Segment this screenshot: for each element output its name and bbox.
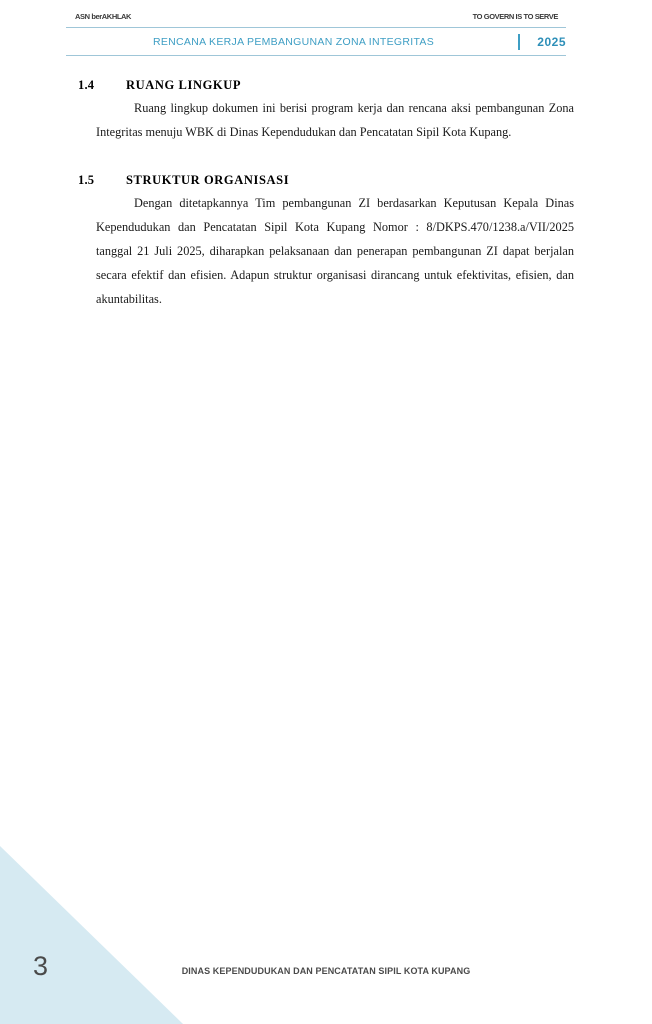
section-number: 1.5: [78, 172, 95, 187]
header-year: 2025: [537, 35, 566, 49]
section-title: RUANG LINGKUP: [126, 78, 242, 92]
page-number: 3: [33, 951, 49, 981]
section-struktur-organisasi: [78, 173, 574, 312]
header-tagline-row: [66, 12, 566, 21]
page-header: [66, 12, 566, 56]
section-heading: [78, 173, 574, 188]
section-number: 1.4: [78, 78, 95, 92]
footer-corner-decoration: [0, 846, 183, 1024]
section-title: STRUKTUR ORGANISASI: [126, 172, 290, 187]
header-bottom-rule: [66, 55, 566, 56]
header-left-tag: ASN berAKHLAK: [75, 12, 132, 21]
header-title-row: [66, 28, 566, 50]
header-divider: [518, 34, 520, 50]
footer-institution-name: DINAS KEPENDUDUKAN DAN PENCATATAN SIPIL KOTA KUPANG: [181, 966, 471, 976]
section-heading: [78, 78, 574, 93]
section-gap: [78, 151, 574, 173]
section-paragraph: Ruang lingkup dokumen ini berisi program kerja dan rencana aksi pembangunan Zona Integritas menuju WBK di Dinas Kependudukan dan Pencatatan Sipil Kota Kupang.: [96, 101, 574, 139]
document-body: [78, 78, 574, 318]
header-right-tag: TO GOVERN IS TO SERVE: [472, 12, 558, 21]
section-ruang-lingkup: [78, 78, 574, 145]
section-paragraph: Dengan ditetapkannya Tim pembangunan ZI berdasarkan Keputusan Kepala Dinas Kependudukan dan Pencatatan Sipil Kota Kupang Nomor : 8/DKPS.470/1238.a/VII/2025 tanggal 21 Juli 2025, diharapkan pelaksanaan dan penerapan pembangunan ZI dapat berjalan secara efektif dan efisien. Adapun struktur organisasi dirancang untuk efektivitas, efisien, dan akuntabilitas.: [96, 195, 574, 306]
header-document-title: RENCANA KERJA PEMBANGUNAN ZONA INTEGRITAS: [152, 36, 435, 48]
